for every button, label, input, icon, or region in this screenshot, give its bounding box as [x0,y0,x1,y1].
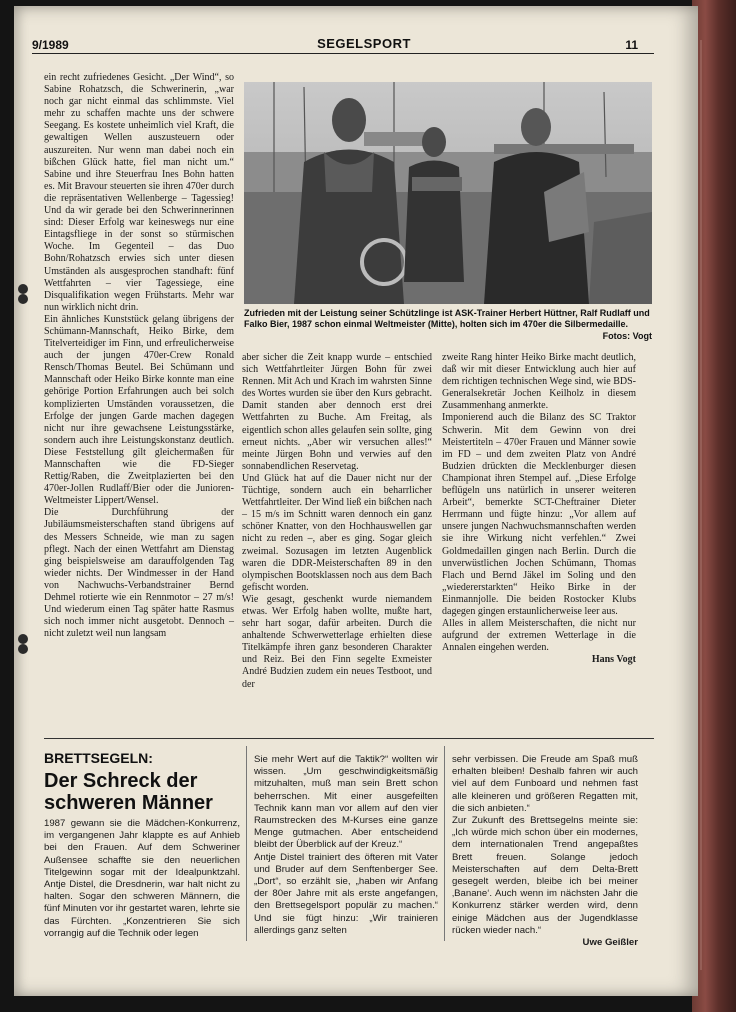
paragraph: zweite Rang hinter Heiko Birke macht deutlich, daß wir mit dieser Entwicklung auch hier auf dem richtigen technischen Wege sind, wie BDS-Generalsekretär Jochen Keilholz in diesem Zusammenhang anmerkte. [442,352,636,412]
article2-column-1 [44,818,240,940]
paragraph: 1987 gewann sie die Mädchen-Konkurrenz, im vergangenen Jahr klappte es auf Anhieb bei den Frauen. Auf dem Schweriner Außensee schaffte sie den neuerlichen Titelgewinn sogar mit der Idealpunktzahl. Antje Distel, die Dresdnerin, war halt nicht zu halten. Sogar den schweren Männern, die fünf Minuten vor ihr gestartet waren, lehrte sie das Fürchten. „Konzentrieren Sie sich vorrangig auf die Technik oder legen [44,818,240,939]
paragraph: Alles in allem Meisterschaften, die nicht nur aufgrund der extremen Wetterlage in die Annalen eingehen werden. [442,618,636,654]
paragraph: ein recht zufriedenes Gesicht. „Der Wind“, so Sabine Rohatzsch, die Schwerinerin, „war noch gar nicht einmal das schlimmste. Viel mehr zu schaffen machte uns der schwere Seegang. Es kostete unheimlich viel Kraft, die gewaltigen Wellen auszusteuern oder auszureiten. Nur wenn man dabei noch ein bißchen Glück hatte, fiel man nicht um.“ Sabine und ihre Steuerfrau Ines Bohn hatten es. Mit Bravour steuerten sie ihren 470er durch die repräsentativen Wellenberge – Tagessieg! Und da wir gerade bei den Schwerinnerinnen sind: Dieser Erfolg war keineswegs nur eine Eintagsfliege in der sonst so stürmischen Woche. Im Gegenteil – das Duo Bohn/Rohatzsch erwies sich unter diesen Umständen als ausgesprochen standhaft: fünf Wettfahrten – vier Tagessiege, eine Disqualifikation wegen Frühstarts. Mehr war nun wirklich nicht drin. [44,72,234,313]
article2-column-3 [452,754,638,949]
section-title: SEGELSPORT [317,36,411,51]
column-rule [444,746,445,941]
section-divider [44,738,654,739]
article2-kicker: BRETTSEGELN: [44,750,153,766]
paragraph: aber sicher die Zeit knapp wurde – entschied sich Wettfahrtleiter Jürgen Bohn für zwei Rennen. Mit Ach und Krach im wahrsten Sinne des Wortes wurden sie über den Kurs gebracht. Damit standen aber dennoch erst drei Wettfahrten zu Buche. Am Freitag, als eigentlich schon alles gelaufen sein sollte, ging erneut nichts. „Aber wir versuchen alles!“ meinte Jürgen Bohn und verwies auf den sonnabendlichen Reservetag. [242,352,432,472]
issue-number: 9/1989 [32,38,69,52]
photo-image [244,82,652,304]
paragraph: Sie mehr Wert auf die Taktik?“ wollten wir wissen. „Um geschwindigkeitsmäßig mitzuhalten, muß man sein Brett schon beherrschen. Mit einer ausgefeilten Technik kann man vor allem auf den vier Raumstrecken des M-Kurses eine ganze Menge gutmachen. Aber entscheidend bleibt der Überblick auf der Kreuz.“ [254,754,438,851]
author-signature: Uwe Geißler [582,937,638,949]
article1-column-1 [44,72,234,640]
article2-headline: Der Schreck der schweren Männer [44,770,213,814]
magazine-page [14,6,698,996]
paragraph: Und Glück hat auf die Dauer nicht nur der Tüchtige, sondern auch ein beharrlicher Wettfahrtleiter. Der Wind ließ ein bißchen nach – 15 m/s im Schnitt waren dennoch ein ganz schöner Knatter, von den Hochhauswellen gar nicht zu reden –, aber es ging. Sogar gleich zweimal. Sozusagen im letzten Augenblick waren die DDR-Meisterschaften 89 in den olympischen Bootsklassen noch aus dem Bach gefischt worden. [242,472,432,593]
paragraph: Wie gesagt, geschenkt wurde niemandem etwas. Wer Erfolg haben wollte, mußte hart, sehr hart sogar, dafür arbeiten. Durch die anhaltende Schwerwetterlage erhielten diese Titelkämpfe ihren ganz besonderen Charakter und Reiz. Bei den Finn segelte Exmeister André Budzien zudem ein neues Testboot, und der [242,593,432,690]
article1-column-2 [242,352,432,691]
photo-credit: Fotos: Vogt [602,330,652,341]
paragraph: Die Durchführung der Jubiläumsmeisterschaften stand übrigens auf des Messers Schneide, wie man zu sagen pflegt. Nach der einen Wettfahrt am Dienstag ging beispielsweise am darauffolgenden Tag wieder nichts. Der Windmesser in der Hand von Nachwuchs-Verbandstrainer Bernd Dehmel rotierte wie ein Rennmotor – 27 m/s! Und wiederum einen Tag später hatte Rasmus sich noch immer nicht ausgetobt. Dennoch – nicht zuletzt weil nun langsam [44,507,234,640]
paragraph: Ein ähnliches Kunststück gelang übrigens der Schümann-Mannschaft, Heiko Birke, dem Titelverteidiger im Finn, und erfreulicherweise auch der jungen 470er-Crew Ronald Rensch/Thomas Beutel. Bei Schümann und Mannschaft oder Heiko Birke konnte man eine gehörige Portion Erfahrungen auch bei solch komplizierten Umständen voraussetzen, die Erfolge der jungen Garde machen dagegen nicht nur ihre gewachsene Leistungsstärke, sondern auch ihre Leistungskonstanz deutlich. Diese Feststellung gilt gleichermaßen für Mannschaften wie die FD-Sieger Rettig/Raben, die Zweitplazierten bei den 470er-Jollen Rudlaff/Bier oder die Junioren-Weltmeister Lippert/Wensel. [44,313,234,507]
paragraph: Imponierend auch die Bilanz des SC Traktor Schwerin. Mit dem Gewinn von drei Meistertiteln – 470er Frauen und Männer sowie im FD – und dem zweiten Platz von André Budzien drückten die Mecklenburger diesen Championat ihren Stempel auf. „Diese Erfolge beflügeln uns natürlich in unserer weiteren Arbeit“, bemerkte SCT-Cheftrainer Dieter Herrmann und fügte hinzu: „Vor allem auf unsere jungen Nachwuchsmannschaften werden sie ihre Wirkung nicht verfehlen.“ Zwei Goldmedaillen gingen nach Berlin. Durch die unverwüstlichen Jochen Schümann, Thomas Flach und Bernd Jäkel im Soling und den „wiedererstarkten“ Heiko Birke in der Einmannjolle. Die beiden Rostocker Klubs dagegen gingen erstaunlicherweise leer aus. [442,412,636,617]
page-number: 11 [625,38,638,52]
caption-text: Zufrieden mit der Leistung seiner Schützlinge ist ASK-Trainer Herbert Hüttner, Ralf Rudlaff und Falko Bier, 1987 schon einmal Weltmeister (Mitte), holten sich im 470er die Silbermedaille. [244,308,650,330]
photo-caption [244,308,652,342]
article1-column-3 [442,352,636,666]
author-signature: Hans Vogt [591,654,636,666]
article2-column-2 [254,754,438,937]
paragraph: sehr verbissen. Die Freude am Spaß muß erhalten bleiben! Deshalb fahren wir auch viel auf dem Funboard und nehmen fast alle kleineren und größeren Regatten mit, die sich anbieten.“ [452,754,638,814]
binder-spine [692,0,736,1012]
team-photo [244,82,652,304]
paragraph: Antje Distel trainiert des öfteren mit Vater und Bruder auf dem Senftenberger See. „Dort“, so erzählt sie, „haben wir Anfang der 80er Jahre mit als erste angefangen, den Brettsegelsport populär zu machen.“ Und sie fügt hinzu: „Wir trainieren allerdings ganz selten [254,851,438,936]
paragraph: Zur Zukunft des Brettsegelns meinte sie: „Ich würde mich schon über ein modernes, dem internationalen Trend angepaßtes Brett freuen. Solange jedoch Meisterschaften auf dem Delta-Brett gesegelt werden, bleibe ich bei meiner ‚Banane‘. Auch wenn im nächsten Jahr die Konkurrenz stärker werden wird, denn einige Mädchen aus der Jugendklasse rücken wieder nach.“ [452,815,638,936]
header-rule [32,53,654,54]
